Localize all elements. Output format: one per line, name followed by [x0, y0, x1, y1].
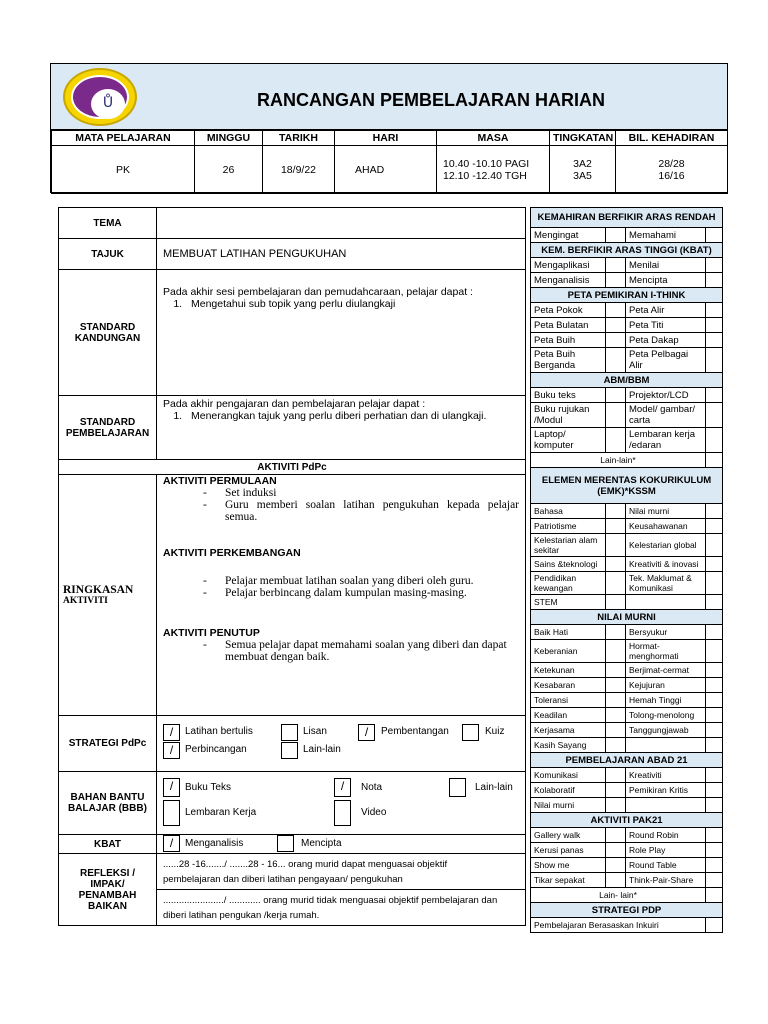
tingkatan-cell: [550, 146, 616, 194]
reference-checkbox[interactable]: [606, 625, 626, 640]
header-columns-row: [52, 131, 728, 146]
reference-item: Think-Pair-Share: [626, 873, 706, 888]
buku-teks-label: Buku Teks: [185, 782, 231, 793]
col-tarikh: TARIKH: [263, 131, 335, 146]
mencipta-checkbox[interactable]: [277, 835, 294, 852]
reference-row: [531, 828, 723, 843]
standard-kandungan-row: [59, 270, 526, 396]
reference-checkbox[interactable]: [606, 333, 626, 348]
refleksi-line-2: [157, 890, 526, 926]
bbb-row: [59, 772, 526, 835]
standard-kandungan-item: 1. Mengetahui sub topik yang perlu diulangkaji: [185, 298, 519, 310]
col-masa: MASA: [437, 131, 550, 146]
kehadiran-value-1: 28/28: [658, 157, 685, 170]
reference-row: [531, 572, 723, 595]
ringkasan-sublabel: AKTIVITI: [63, 596, 108, 606]
reference-item: Mengaplikasi: [531, 258, 606, 273]
reference-item: Kreativiti: [626, 768, 706, 783]
tajuk-label: TAJUK: [59, 239, 157, 270]
reference-checkbox[interactable]: [706, 388, 723, 403]
reference-item: Round Table: [626, 858, 706, 873]
lainlain-checkbox[interactable]: [281, 742, 298, 759]
reference-row: [531, 858, 723, 873]
reference-item: Tolong-menolong: [626, 708, 706, 723]
reference-checkbox[interactable]: [606, 557, 626, 572]
reference-item: Peta Dakap: [626, 333, 706, 348]
refleksi-row-1: [59, 854, 526, 890]
tema-value: [157, 208, 526, 239]
tingkatan-value-1: 3A2: [573, 157, 592, 170]
reference-checkbox[interactable]: [606, 723, 626, 738]
buku-teks-checkbox[interactable]: /: [163, 778, 180, 797]
refleksi-text-2b: diberi latihan pengukan /kerja rumah.: [163, 909, 320, 921]
reference-checkbox[interactable]: [706, 333, 723, 348]
reference-checkbox[interactable]: [606, 858, 626, 873]
reference-checkbox[interactable]: [606, 273, 626, 288]
ringkasan-content: [157, 475, 526, 716]
header-info-table: [51, 130, 728, 194]
reference-row: [531, 888, 723, 903]
section-header: AKTIVITI PAK21: [531, 813, 723, 828]
school-logo: [63, 68, 137, 126]
section-header: KEM. BERFIKIR ARAS TINGGI (KBAT): [531, 243, 723, 258]
reference-item: Kreativiti & inovasi: [626, 557, 706, 572]
reference-checkbox[interactable]: [706, 273, 723, 288]
reference-checkbox[interactable]: [706, 708, 723, 723]
reference-checkbox[interactable]: [706, 258, 723, 273]
reference-checkbox[interactable]: [706, 723, 723, 738]
reference-table: [530, 207, 723, 933]
reference-item: Keberanian: [531, 640, 606, 663]
perkembangan-list: [203, 575, 519, 599]
reference-checkbox[interactable]: [706, 783, 723, 798]
reference-checkbox[interactable]: [606, 738, 626, 753]
ringkasan-label-cell: [59, 475, 157, 716]
standard-pembelajaran-item: 1. Menerangkan tajuk yang perlu diberi perhatian dan di ulangkaji.: [185, 410, 519, 422]
reference-checkbox[interactable]: [706, 843, 723, 858]
perbincangan-label: Perbincangan: [185, 744, 247, 755]
lembaran-kerja-label: Lembaran Kerja: [185, 807, 257, 818]
reference-checkbox[interactable]: [606, 388, 626, 403]
lainlain-label: Lain-lain: [303, 744, 341, 755]
reference-item: Menganalisis: [531, 273, 606, 288]
penutup-item: - Semua pelajar dapat memahami soalan yang diberi dan dapat membuat dengan baik.: [203, 639, 519, 663]
col-tingkatan: TINGKATAN: [550, 131, 616, 146]
reference-item: [626, 798, 706, 813]
section-header: KEMAHIRAN BERFIKIR ARAS RENDAH: [531, 208, 723, 228]
refleksi-text-1b: pembelajaran dan diberi latihan pengayaan/ pengukuhan: [163, 873, 403, 885]
reference-item: Model/ gambar/ carta: [626, 403, 706, 428]
reference-item: Kesabaran: [531, 678, 606, 693]
reference-checkbox[interactable]: [606, 428, 626, 453]
reference-row: [531, 348, 723, 373]
reference-item: Peta Pokok: [531, 303, 606, 318]
reference-item: Kerusi panas: [531, 843, 606, 858]
menganalisis-label: Menganalisis: [185, 838, 244, 849]
reference-checkbox[interactable]: [606, 519, 626, 534]
header-banner: [51, 64, 727, 130]
pembentangan-checkbox[interactable]: /: [358, 724, 375, 741]
tema-row: [59, 208, 526, 239]
reference-checkbox[interactable]: [706, 534, 723, 557]
reference-checkbox[interactable]: [606, 708, 626, 723]
mata-pelajaran-value: PK: [52, 146, 195, 194]
col-minggu: MINGGU: [195, 131, 263, 146]
bbb-label: BAHAN BANTU BALAJAR (BBB): [59, 772, 157, 835]
kehadiran-value-2: 16/16: [658, 169, 685, 182]
reference-row: [531, 843, 723, 858]
reference-row: [531, 678, 723, 693]
reference-checkbox[interactable]: [606, 258, 626, 273]
reference-checkbox[interactable]: [706, 640, 723, 663]
reference-row: [531, 453, 723, 468]
standard-kandungan-label: STANDARD KANDUNGAN: [59, 270, 157, 396]
reference-item: Lain-lain*: [531, 453, 706, 468]
reference-checkbox[interactable]: [706, 663, 723, 678]
reference-checkbox[interactable]: [606, 783, 626, 798]
standard-kandungan-content: [157, 270, 526, 396]
kbat-label: KBAT: [59, 835, 157, 854]
col-hari: HARI: [335, 131, 437, 146]
reference-checkbox[interactable]: [606, 678, 626, 693]
penutup-list: [203, 639, 519, 663]
permulaan-item: - Set induksi: [203, 487, 519, 499]
reference-checkbox[interactable]: [706, 403, 723, 428]
reference-item: Tek. Maklumat & Komunikasi: [626, 572, 706, 595]
section-header-row: [531, 208, 723, 228]
reference-item: Sains &teknologi: [531, 557, 606, 572]
reference-checkbox[interactable]: [606, 843, 626, 858]
menganalisis-checkbox[interactable]: /: [163, 835, 180, 852]
reference-checkbox[interactable]: [606, 873, 626, 888]
reference-checkbox[interactable]: [706, 303, 723, 318]
reference-checkbox[interactable]: [706, 595, 723, 610]
tarikh-value: 18/9/22: [263, 146, 335, 194]
reference-item: STEM: [531, 595, 606, 610]
reference-item: Keadilan: [531, 708, 606, 723]
section-header: STRATEGI PDP: [531, 903, 723, 918]
reference-row: [531, 693, 723, 708]
reference-item: Mengingat: [531, 228, 606, 243]
reference-checkbox[interactable]: [706, 693, 723, 708]
perbincangan-checkbox[interactable]: /: [163, 742, 180, 759]
reference-row: [531, 504, 723, 519]
reference-item: Peta Alir: [626, 303, 706, 318]
reference-checkbox[interactable]: [606, 318, 626, 333]
reference-checkbox[interactable]: [606, 303, 626, 318]
reference-row: [531, 640, 723, 663]
reference-item: Peta Bulatan: [531, 318, 606, 333]
reference-item: Lembaran kerja /edaran: [626, 428, 706, 453]
section-header: PEMBELAJARAN ABAD 21: [531, 753, 723, 768]
reference-row: [531, 428, 723, 453]
reference-item: Peta Buih Berganda: [531, 348, 606, 373]
reference-item: Peta Pelbagai Alir: [626, 348, 706, 373]
reference-checkbox[interactable]: [706, 888, 723, 903]
reference-checkbox[interactable]: [606, 572, 626, 595]
reference-row: [531, 228, 723, 243]
standard-pembelajaran-row: [59, 396, 526, 460]
reference-item: Gallery walk: [531, 828, 606, 843]
section-header: NILAI MURNI: [531, 610, 723, 625]
bbb-lainlain-label: Lain-lain: [475, 782, 513, 793]
reference-checkbox[interactable]: [706, 873, 723, 888]
reference-checkbox[interactable]: [706, 453, 723, 468]
header-values-row: [52, 146, 728, 194]
strategi-options: [157, 716, 526, 772]
tema-label: TEMA: [59, 208, 157, 239]
reference-checkbox[interactable]: [706, 918, 723, 933]
reference-checkbox[interactable]: [606, 693, 626, 708]
nota-label: Nota: [361, 782, 383, 793]
reference-item: Tanggungjawab: [626, 723, 706, 738]
pembentangan-label: Pembentangan: [381, 726, 449, 737]
reference-item: Nilai murni: [626, 504, 706, 519]
reference-item: Tikar sepakat: [531, 873, 606, 888]
reference-row: [531, 303, 723, 318]
reference-item: Kejujuran: [626, 678, 706, 693]
reference-item: Hemah Tinggi: [626, 693, 706, 708]
refleksi-text-1a: ......28 -16......./ .......28 - 16... orang murid dapat menguasai objektif: [163, 858, 448, 870]
reference-row: [531, 333, 723, 348]
aktiviti-banner-row: [59, 460, 526, 475]
section-header-row: [531, 373, 723, 388]
reference-checkbox[interactable]: [706, 798, 723, 813]
tingkatan-value-2: 3A5: [573, 169, 592, 182]
reference-checkbox[interactable]: [706, 738, 723, 753]
reference-row: [531, 318, 723, 333]
reference-item: Role Play: [626, 843, 706, 858]
hari-value: AHAD: [335, 146, 437, 194]
masa-value-1: 10.40 -10.10 PAGI: [443, 157, 530, 170]
reference-checkbox[interactable]: [606, 768, 626, 783]
video-label: Video: [361, 807, 387, 818]
reference-item: Kasih Sayang: [531, 738, 606, 753]
reference-row: [531, 595, 723, 610]
reference-item: Kerjasama: [531, 723, 606, 738]
reference-row: [531, 273, 723, 288]
kbat-options: [157, 835, 526, 854]
reference-row: [531, 738, 723, 753]
kbat-row: [59, 835, 526, 854]
reference-item: Patriotisme: [531, 519, 606, 534]
reference-checkbox[interactable]: [706, 504, 723, 519]
reference-checkbox[interactable]: [706, 572, 723, 595]
reference-item: Show me: [531, 858, 606, 873]
reference-item: Baik Hati: [531, 625, 606, 640]
standard-kandungan-intro: Pada akhir sesi pembelajaran dan pemudahcaraan, pelajar dapat :: [163, 286, 473, 298]
reference-item: Keusahawanan: [626, 519, 706, 534]
reference-item: Ketekunan: [531, 663, 606, 678]
permulaan-title: AKTIVITI PERMULAAN: [163, 475, 277, 487]
bbb-options: [157, 772, 526, 835]
perkembangan-title: AKTIVITI PERKEMBANGAN: [163, 547, 301, 559]
reference-item: Toleransi: [531, 693, 606, 708]
section-header: ABM/BBM: [531, 373, 723, 388]
reference-checkbox[interactable]: [606, 640, 626, 663]
reference-item: Kolaboratif: [531, 783, 606, 798]
reference-checkbox[interactable]: [606, 595, 626, 610]
reference-item: [626, 738, 706, 753]
reference-item: Pemikiran Kritis: [626, 783, 706, 798]
reference-row: [531, 918, 723, 933]
reference-item: Bahasa: [531, 504, 606, 519]
section-header-row: [531, 288, 723, 303]
reference-checkbox[interactable]: [706, 228, 723, 243]
lembaran-kerja-checkbox[interactable]: [163, 800, 180, 826]
standard-pembelajaran-label: STANDARD PEMBELAJARAN: [59, 396, 157, 460]
reference-row: [531, 873, 723, 888]
reference-row: [531, 708, 723, 723]
lesson-plan-table: [58, 207, 526, 926]
latihan-checkbox[interactable]: /: [163, 724, 180, 741]
reference-item: Kelestarian alam sekitar: [531, 534, 606, 557]
reference-item: Peta Titi: [626, 318, 706, 333]
reference-item: [626, 595, 706, 610]
reference-checkbox[interactable]: [606, 828, 626, 843]
section-header-row: [531, 243, 723, 258]
reference-checkbox[interactable]: [706, 768, 723, 783]
col-kehadiran: BIL. KEHADIRAN: [616, 131, 728, 146]
reference-item: Memahami: [626, 228, 706, 243]
reference-row: [531, 768, 723, 783]
reference-item: Buku rujukan /Modul: [531, 403, 606, 428]
reference-checkbox[interactable]: [706, 557, 723, 572]
reference-checkbox[interactable]: [706, 678, 723, 693]
reference-row: [531, 534, 723, 557]
reference-item: Nilai murni: [531, 798, 606, 813]
bbb-lainlain-checkbox[interactable]: [449, 778, 466, 797]
reference-checkbox[interactable]: [706, 625, 723, 640]
latihan-label: Latihan bertulis: [185, 726, 253, 737]
reference-checkbox[interactable]: [606, 403, 626, 428]
reference-item: Komunikasi: [531, 768, 606, 783]
standard-pembelajaran-content: [157, 396, 526, 460]
perkembangan-item: - Pelajar membuat latihan soalan yang diberi oleh guru.: [203, 575, 519, 587]
header-panel: [50, 63, 728, 193]
reference-row: [531, 663, 723, 678]
reference-row: [531, 783, 723, 798]
reference-row: [531, 557, 723, 572]
reference-checkbox[interactable]: [706, 428, 723, 453]
kehadiran-cell: [616, 146, 728, 194]
tajuk-row: [59, 239, 526, 270]
tajuk-value: MEMBUAT LATIHAN PENGUKUHAN: [157, 239, 526, 270]
reference-item: Mencipta: [626, 273, 706, 288]
reference-item: Hormat-menghormati: [626, 640, 706, 663]
standard-pembelajaran-intro: Pada akhir pengajaran dan pembelajaran pelajar dapat :: [163, 398, 426, 410]
strategi-label: STRATEGI PdPc: [59, 716, 157, 772]
ringkasan-row: [59, 475, 526, 716]
section-header-row: [531, 610, 723, 625]
reference-checkbox[interactable]: [606, 798, 626, 813]
reference-checkbox[interactable]: [606, 663, 626, 678]
reference-item: Peta Buih: [531, 333, 606, 348]
ringkasan-label: RINGKASAN: [63, 584, 134, 596]
reference-checkbox[interactable]: [606, 228, 626, 243]
kuiz-checkbox[interactable]: [462, 724, 479, 741]
reference-checkbox[interactable]: [706, 519, 723, 534]
refleksi-text-2a: ......................./ ............ orang murid tidak menguasai objektif pembelajaran dan: [163, 894, 498, 906]
refleksi-label: REFLEKSI / IMPAK/ PENAMBAH BAIKAN: [59, 854, 157, 926]
masa-value-2: 12.10 -12.40 TGH: [443, 169, 527, 182]
lisan-checkbox[interactable]: [281, 724, 298, 741]
strategi-row: [59, 716, 526, 772]
mencipta-label: Mencipta: [301, 838, 342, 849]
reference-item: Pembelajaran Berasaskan Inkuiri: [531, 918, 706, 933]
permulaan-item: - Guru memberi soalan latihan pengukuhan kepada pelajar semua.: [203, 499, 519, 523]
perkembangan-item: - Pelajar berbincang dalam kumpulan masing-masing.: [203, 587, 519, 599]
reference-row: [531, 403, 723, 428]
reference-checkbox[interactable]: [606, 534, 626, 557]
aktiviti-banner: AKTIVITI PdPc: [59, 460, 526, 475]
reference-item: Projektor/LCD: [626, 388, 706, 403]
reference-item: Kelestarian global: [626, 534, 706, 557]
page-title: RANCANGAN PEMBELAJARAN HARIAN: [256, 90, 605, 110]
reference-item: Round Robin: [626, 828, 706, 843]
reference-row: [531, 519, 723, 534]
reference-item: Berjimat-cermat: [626, 663, 706, 678]
reference-row: [531, 723, 723, 738]
reference-row: [531, 258, 723, 273]
reference-item: Lain- lain*: [531, 888, 706, 903]
permulaan-list: [203, 487, 519, 523]
reference-item: Buku teks: [531, 388, 606, 403]
video-checkbox[interactable]: [334, 800, 351, 826]
reference-item: Bersyukur: [626, 625, 706, 640]
reference-item: Laptop/ komputer: [531, 428, 606, 453]
reference-item: Menilai: [626, 258, 706, 273]
reference-table-body: [531, 208, 723, 933]
reference-row: [531, 388, 723, 403]
reference-checkbox[interactable]: [706, 348, 723, 373]
reference-item: Pendidikan kewangan: [531, 572, 606, 595]
menorah-icon: Ů: [102, 95, 114, 111]
reference-checkbox[interactable]: [706, 318, 723, 333]
reference-checkbox[interactable]: [606, 504, 626, 519]
section-header-row: [531, 753, 723, 768]
refleksi-line-1: [157, 854, 526, 890]
lisan-label: Lisan: [303, 726, 327, 737]
reference-checkbox[interactable]: [706, 828, 723, 843]
section-header-row: [531, 468, 723, 504]
minggu-value: 26: [195, 146, 263, 194]
section-header: PETA PEMIKIRAN I-THINK: [531, 288, 723, 303]
col-mata-pelajaran: MATA PELAJARAN: [52, 131, 195, 146]
nota-checkbox[interactable]: /: [334, 778, 351, 797]
masa-cell: [437, 146, 550, 194]
section-header-row: [531, 813, 723, 828]
reference-checkbox[interactable]: [606, 348, 626, 373]
reference-row: [531, 625, 723, 640]
penutup-title: AKTIVITI PENUTUP: [163, 627, 260, 639]
reference-checkbox[interactable]: [706, 858, 723, 873]
kuiz-label: Kuiz: [485, 726, 505, 737]
section-header: ELEMEN MERENTAS KOKURIKULUM (EMK)*KSSM: [531, 468, 723, 504]
section-header-row: [531, 903, 723, 918]
reference-row: [531, 798, 723, 813]
